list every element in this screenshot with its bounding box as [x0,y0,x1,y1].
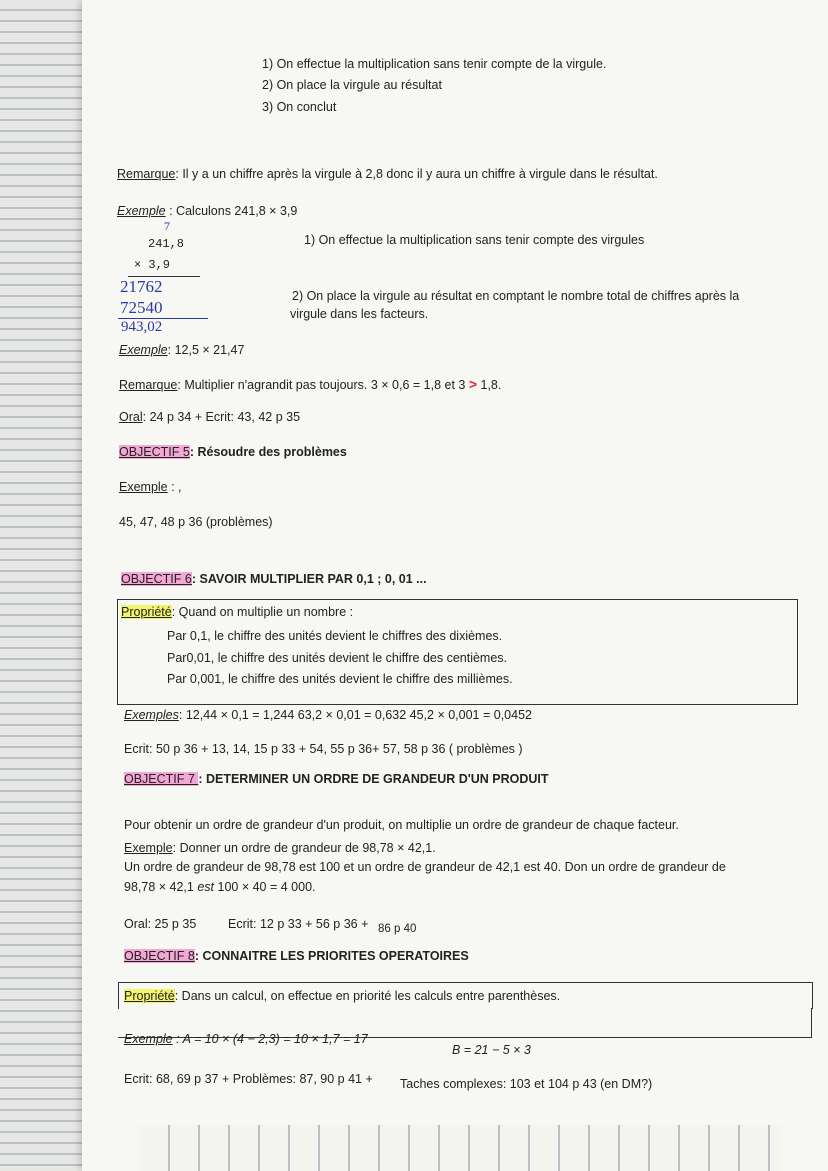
property-6-line-2: Par0,01, le chiffre des unités devient le chiffre des centièmes. [167,651,508,665]
example-7-line-1: Exemple: Donner un ordre de grandeur de 98,78 × 42,1. [124,841,436,855]
property-8-box-right [811,1008,812,1038]
method-step-2b: virgule dans les facteurs. [290,307,429,321]
ecrit-7: Ecrit: 12 p 33 + 56 p 36 + [228,917,369,931]
method-step-1: 1) On effectue la multiplication sans tenir compte des virgules [304,233,645,247]
example-7-line-2: Un ordre de grandeur de 98,78 est 100 et un ordre de grandeur de 42,1 est 40. Don un ordre de grandeur de [124,860,726,874]
rule-7: Pour obtenir un ordre de grandeur d'un produit, on multiplie un ordre de grandeur de chaque facteur. [124,818,679,832]
example-2: Exemple: 12,5 × 21,47 [119,343,245,357]
partial-product-2: 72540 [120,298,163,317]
step-2: 2) On place la virgule au résultat [262,78,442,92]
exercises-5: 45, 47, 48 p 36 (problèmes) [119,515,273,529]
remark-1: Remarque: Il y a un chiffre après la virgule à 2,8 donc il y aura un chiffre à virgule dans le résultat. [117,167,658,181]
example-5: Exemple : , [119,480,182,494]
example-8-b: B = 21 − 5 × 3 [452,1043,531,1057]
example-8-a: Exemple : A = 10 × (4 − 2,3) = 10 × 1,7 = 17 [124,1032,368,1046]
examples-6: Exemples: 12,44 × 0,1 = 1,244 63,2 × 0,01 = 0,632 45,2 × 0,001 = 0,0452 [124,708,532,722]
multiplicand: 241,8 [148,237,185,251]
oral-1: Oral: 24 p 34 + Ecrit: 43, 42 p 35 [119,410,301,424]
ecrit-8-complex: Taches complexes: 103 et 104 p 43 (en DM?) [400,1077,653,1091]
not-greater-mark: > [468,376,478,392]
objectif-5-heading: OBJECTIF 5: Résoudre des problèmes [119,445,347,459]
objectif-8-heading: OBJECTIF 8: CONNAITRE LES PRIORITES OPERATOIRES [124,949,469,963]
ecrit-7-extra: 86 p 40 [378,923,417,935]
objectif-7-heading: OBJECTIF 7 : DETERMINER UN ORDRE DE GRANDEUR D'UN PRODUIT [124,772,549,786]
multiplier: × 3,9 [134,258,171,272]
step-3: 3) On conclut [262,100,337,114]
remark-2: Remarque: Multiplier n'agrandit pas toujours. 3 × 0,6 = 1,8 et 3 > 1,8. [119,376,502,392]
carry-digit: 7 [164,219,170,233]
step-1: 1) On effectue la multiplication sans tenir compte de la virgule. [262,57,607,71]
example-7-line-3: 98,78 × 42,1 est 100 × 40 = 4 000. [124,880,316,894]
objectif-6-heading: OBJECTIF 6: SAVOIR MULTIPLIER PAR 0,1 ; 0, 01 ... [121,572,427,586]
ecrit-8: Ecrit: 68, 69 p 37 + Problèmes: 87, 90 p 41 + [124,1072,373,1086]
property-6-intro: Propriété: Quand on multiplie un nombre : [121,605,354,619]
final-product: 943,02 [121,319,163,335]
partial-product-1: 21762 [120,277,163,296]
property-8: Propriété: Dans un calcul, on effectue en priorité les calculs entre parenthèses. [124,989,561,1003]
oral-7: Oral: 25 p 35 [124,917,197,931]
property-6-line-3: Par 0,001, le chiffre des unités devient le chiffre des millièmes. [167,672,513,686]
example-1-title: Exemple : Calculons 241,8 × 3,9 [117,204,298,218]
method-step-2a: 2) On place la virgule au résultat en comptant le nombre total de chiffres après la [292,289,740,303]
ecrit-6: Ecrit: 50 p 36 + 13, 14, 15 p 33 + 54, 55 p 36+ 57, 58 p 36 ( problèmes ) [124,742,523,756]
notebook-lined-paper [0,0,92,1171]
graph-paper-strip [140,1125,780,1171]
property-6-line-1: Par 0,1, le chiffre des unités devient le chiffres des dixièmes. [167,629,503,643]
